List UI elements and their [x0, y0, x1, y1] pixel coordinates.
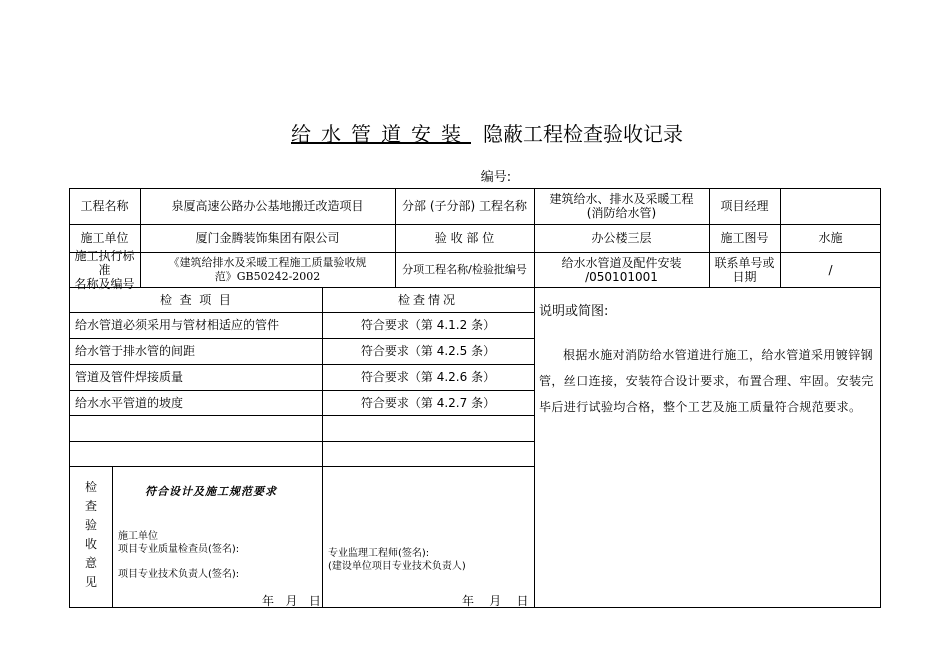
- inspection-status: 符合要求（第 4.1.2 条）: [360, 318, 496, 332]
- contractor-label: 施工单位: [80, 231, 129, 245]
- inspection-status: [322, 415, 534, 441]
- notes-title: 说明或简图:: [539, 304, 609, 319]
- notes-body: 根据水施对消防给水管道进行施工，给水管道采用镀锌钢管，丝口连接，安装符合设计要求，布置合理、牢固。安装完毕后进行试验均合格，整个工艺及施工质量符合规范要求。: [539, 348, 874, 414]
- quality-inspector-signature: 项目专业质量检查员(签名):: [118, 544, 240, 555]
- standard-value: 《建筑给排水及采暖工程施工质量验收规 范》GB50242-2002: [168, 255, 367, 283]
- inspection-item: 给水管道必须采用与管材相适应的管件: [75, 318, 280, 332]
- inspection-status: 符合要求（第 4.2.7 条）: [360, 395, 496, 410]
- contact-label: 联系单号或日期: [714, 255, 775, 284]
- title-record-name: 隐蔽工程检查验收记录: [483, 122, 683, 146]
- inspection-item: [69, 441, 322, 466]
- project-name-label: 工程名称: [80, 199, 129, 213]
- inspection-conclusion: 符合设计及施工规范要求: [145, 485, 277, 498]
- inspection-item-header: 检 查 项 目: [160, 292, 231, 307]
- inspection-item: [69, 415, 322, 441]
- serial-number-label: 编号:: [480, 170, 512, 185]
- document-title: [0, 118, 950, 147]
- column-divider: [112, 466, 113, 608]
- contact-value: /: [828, 262, 833, 277]
- project-manager-value: [780, 188, 881, 224]
- inspection-status-header: 检查情况: [397, 292, 458, 307]
- inspection-item: 给水管于排水管的间距: [75, 344, 196, 358]
- opinion-label: 检 查 验 收 意 见: [84, 480, 97, 589]
- subdivision-label: 分部 (子分部) 工程名称: [402, 199, 527, 213]
- subdivision-value: 建筑给水、排水及采暖工程 (消防给水管): [549, 192, 694, 220]
- drawing-number-value: 水施: [818, 231, 843, 245]
- contractor-value: 厦门金腾装饰集团有限公司: [195, 231, 340, 245]
- row-divider: [69, 466, 534, 467]
- owner-representative-label: (建设单位项目专业技术负责人): [328, 561, 466, 572]
- supervisor-date: 年 月 日: [462, 594, 529, 608]
- drawing-number-label: 施工图号: [720, 231, 769, 245]
- contractor-date: 年 月 日: [262, 594, 321, 608]
- inspection-status: 符合要求（第 4.2.5 条）: [360, 344, 496, 358]
- project-manager-label: 项目经理: [720, 199, 769, 213]
- inspection-item: 管道及管件焊接质量: [75, 370, 184, 384]
- inspection-status: [322, 441, 534, 466]
- sub-item-value: 给水水管道及配件安装 /050101001: [561, 255, 682, 284]
- sub-item-label: 分项工程名称/检验批编号: [402, 262, 527, 276]
- inspection-item: 给水水平管道的坡度: [75, 395, 184, 410]
- standard-label: 施工执行标准 名称及编号: [74, 248, 135, 291]
- title-project-part: 给水管道安装: [291, 122, 471, 146]
- supervisor-signature: 专业监理工程师(签名):: [328, 548, 430, 559]
- acceptance-location-label: 验 收 部 位: [434, 231, 495, 245]
- project-name-value: 泉厦高速公路办公基地搬迁改造项目: [171, 199, 364, 213]
- inspection-status: 符合要求（第 4.2.6 条）: [360, 370, 496, 384]
- contractor-sign-label: 施工单位: [118, 531, 158, 542]
- tech-lead-signature: 项目专业技术负责人(签名):: [118, 569, 240, 580]
- acceptance-location-value: 办公楼三层: [591, 231, 652, 245]
